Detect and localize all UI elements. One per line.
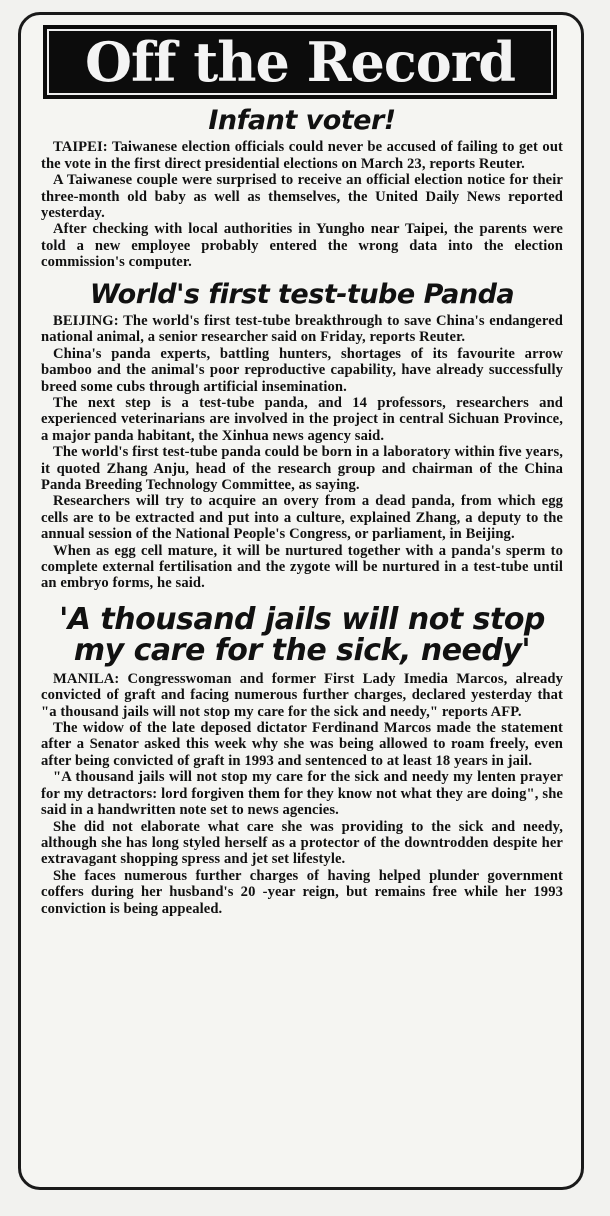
paragraph: When as egg cell mature, it will be nurtured together with a panda's sperm to complete external fertilisation and the zygote will be nurtured in a test-tube until an embryo forms, he said. [41, 542, 563, 592]
story-infant-voter [41, 107, 563, 271]
paragraph: "A thousand jails will not stop my care for the sick and needy my lenten prayer for my detractors: lord forgiven them for they know not what they are doing", she said in a handwritten note set to news agencies. [41, 769, 563, 819]
headline: World's first test-tube Panda [89, 278, 515, 310]
paragraph: China's panda experts, battling hunters, shortages of its favourite arrow bamboo and the animal's poor reproductive capability, have already successfully breed some cubs through artificial insemination. [41, 345, 563, 395]
story-thousand-jails [41, 601, 563, 917]
paragraph: The widow of the late deposed dictator Ferdinand Marcos made the statement after a Senator asked this week why she was being allowed to roam freely, even after being convicted of graft in 1993 and sentenced to at least 18 years in jail. [41, 720, 563, 769]
masthead: Off the Record [43, 25, 557, 99]
paragraph: She did not elaborate what care she was providing to the sick and needy, although she has long styled herself as a protector of the downtrodden despite her extravagant shopping spress and jet set lifestyle. [41, 818, 563, 868]
headline: 'A thousand jails will not stop my care for the sick, needy' [59, 601, 545, 669]
paragraph: After checking with local authorities in Yungho near Taipei, the parents were told a new employee probably entered the wrong data into the election commission's computer. [41, 221, 563, 271]
paragraph: Researchers will try to acquire an overy from a dead panda, from which egg cells are to be extracted and put into a culture, explained Zhang, a deputy to the annual session of the National People's Congress, or parliament, in Beijing. [41, 493, 563, 543]
paragraph: MANILA: Congresswoman and former First Lady Imedia Marcos, already convicted of graft and facing numerous further charges, declared yesterday that "a thousand jails will not stop my care for the sick and needy," reports AFP. [41, 670, 563, 720]
headline: Infant voter! [208, 105, 396, 136]
story-test-tube-panda [41, 278, 563, 592]
paragraph: The next step is a test-tube panda, and 14 professors, researchers and experienced veterinarians are involved in the project in central Sichuan Province, a major panda habitant, the Xinhua news agency said. [41, 394, 563, 444]
paragraph: She faces numerous further charges of having helped plunder government coffers during her husband's 20 -year reign, but remains free while her 1993 conviction is being appealed. [41, 867, 563, 917]
paragraph: TAIPEI: Taiwanese election officials could never be accused of failing to get out the vote in the first direct presidential elections on March 23, reports Reuter. [41, 139, 563, 172]
paragraph: A Taiwanese couple were surprised to receive an official election notice for their three-month old baby as well as themselves, the United Daily News reported yesterday. [41, 172, 563, 221]
paragraph: BEIJING: The world's first test-tube breakthrough to save China's endangered national animal, a senior researcher said on Friday, reports Reuter. [41, 312, 563, 346]
article-box [18, 12, 584, 1190]
paragraph: The world's first test-tube panda could be born in a laboratory within five years, it quoted Zhang Anju, head of the research group and chairman of the China Panda Breeding Technology Committee, as saying. [41, 444, 563, 493]
